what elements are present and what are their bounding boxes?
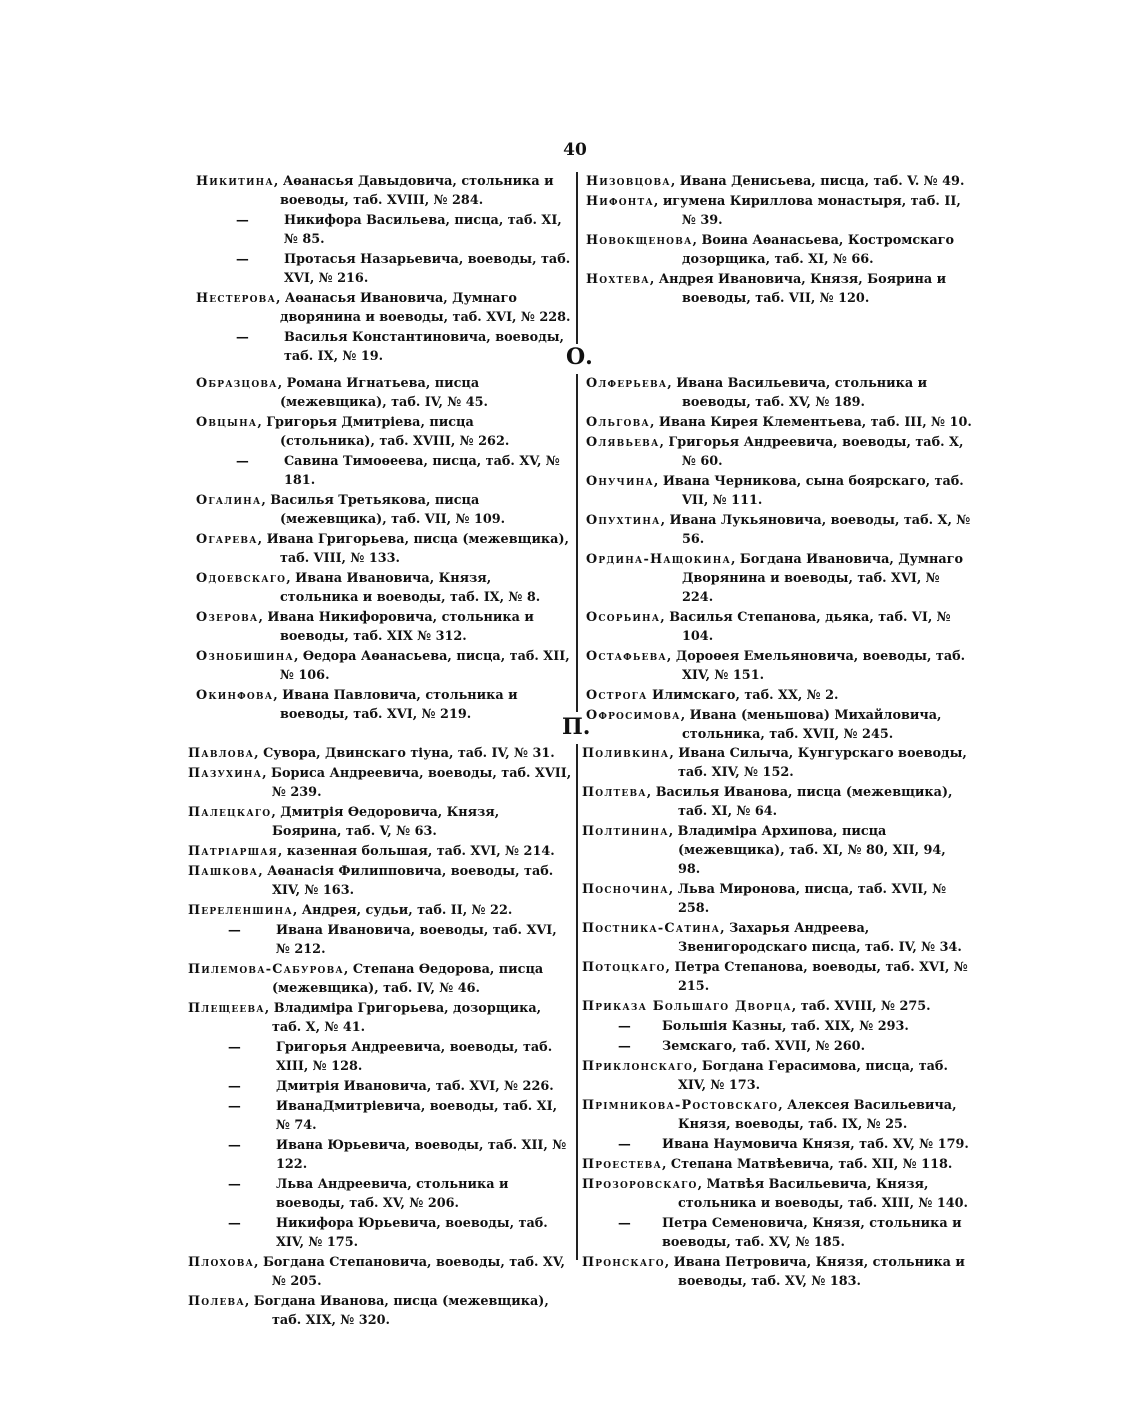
entry-surname: Окинфова xyxy=(196,688,274,703)
index-subentry xyxy=(188,1175,572,1213)
entry-details: , Василья Третьякова, писца (межевщика), таб. VII, № 109. xyxy=(261,493,506,527)
entry-details: , Петра Степанова, воеводы, таб. XVI, № 215. xyxy=(665,960,968,994)
subentry-details: Савина Тимоѳеева, писца, таб. XV, № 181. xyxy=(284,454,560,488)
entry-details: , Ивана Васильевича, стольника и воеводы, таб. XV, № 189. xyxy=(667,376,928,410)
index-entry xyxy=(188,764,572,802)
entry-details: , Ивана Ивановича, Князя, стольника и воеводы, таб. IX, № 8. xyxy=(280,571,541,605)
section-o-right-column xyxy=(586,374,972,745)
subentry-details: Земскаго, таб. XVII, № 260. xyxy=(662,1039,866,1054)
entry-surname: Потоцкаго xyxy=(582,960,666,975)
entry-surname: Плохова xyxy=(188,1255,255,1270)
entry-surname: Приказа Большаго Дворца xyxy=(582,999,792,1014)
entry-details: , Льва Миронова, писца, таб. XVII, № 258. xyxy=(668,882,947,916)
entry-surname: Офросимова xyxy=(586,708,681,723)
subentry-details: Никифора Юрьевича, воеводы, таб. XIV, № 175. xyxy=(276,1216,548,1250)
entry-details: , таб. XVIII, № 275. xyxy=(791,999,931,1014)
index-subentry xyxy=(582,1135,972,1154)
entry-surname: Онучина xyxy=(586,474,654,489)
ditto-dash: — xyxy=(236,213,249,228)
entry-surname: Огарева xyxy=(196,532,258,547)
entry-details: , Ивана Черникова, сына боярскаго, таб. VII, № 111. xyxy=(653,474,964,508)
index-entry xyxy=(188,744,572,763)
index-entry xyxy=(188,1253,572,1291)
index-entry xyxy=(586,550,972,607)
ditto-dash: — xyxy=(228,923,241,938)
index-entry xyxy=(586,231,972,269)
entry-details: , Владиміра Архипова, писца (межевщика), таб. XI, № 80, XII, 94, 98. xyxy=(668,824,946,877)
index-entry xyxy=(196,608,572,646)
section-n-left-column xyxy=(196,172,572,367)
index-subentry xyxy=(188,1097,572,1135)
index-entry xyxy=(586,608,972,646)
entry-details: , казенная большая, таб. XVI, № 214. xyxy=(277,844,555,859)
entry-surname: Образцова xyxy=(196,376,278,391)
entry-surname: Новокщенова xyxy=(586,233,693,248)
entry-details: , Григорья Дмитріева, писца (стольника), таб. XVIII, № 262. xyxy=(257,415,510,449)
subentry-details: Ивана Наумовича Князя, таб. XV, № 179. xyxy=(662,1137,969,1152)
entry-surname: Ознобишина xyxy=(196,649,294,664)
entry-surname: Посночина xyxy=(582,882,669,897)
index-entry xyxy=(586,374,972,412)
ditto-dash: — xyxy=(228,1099,241,1114)
entry-details: , Аѳанасья Ивановича, Думнаго дворянина и воеводы, таб. XVI, № 228. xyxy=(276,291,571,325)
entry-details: , Бориса Андреевича, воеводы, таб. XVII, № 239. xyxy=(262,766,572,800)
entry-surname: Прімникова-Ростовскаго xyxy=(582,1098,779,1113)
index-entry xyxy=(582,1057,972,1095)
index-subentry xyxy=(188,921,572,959)
index-entry xyxy=(586,511,972,549)
section-p-right-column xyxy=(582,744,972,1292)
entry-surname: Нохтева xyxy=(586,272,650,287)
entry-surname: Пилемова-Сабурова xyxy=(188,962,344,977)
entry-surname: Ордина-Нащокина xyxy=(586,552,731,567)
index-entry xyxy=(586,647,972,685)
entry-details: , Дмитрія Ѳедоровича, Князя, Боярина, таб. V, № 63. xyxy=(271,805,500,839)
ditto-dash: — xyxy=(236,252,249,267)
entry-surname: Постника-Сатина xyxy=(582,921,721,936)
entry-surname: Палецкаго xyxy=(188,805,272,820)
index-entry xyxy=(582,958,972,996)
entry-surname: Опухтина xyxy=(586,513,661,528)
section-o-left-column xyxy=(196,374,572,725)
index-entry xyxy=(188,901,572,920)
ditto-dash: — xyxy=(228,1079,241,1094)
entry-surname: Острога xyxy=(586,688,648,703)
entry-surname: Олферьева xyxy=(586,376,668,391)
entry-surname: Нестерова xyxy=(196,291,277,306)
entry-details: , Ивана Никифоровича, стольника и воеводы, таб. XIX № 312. xyxy=(258,610,534,644)
index-entry xyxy=(586,706,972,744)
entry-details: , Ивана Денисьева, писца, таб. V. № 49. xyxy=(670,174,965,189)
subentry-details: Протасья Назарьевича, воеводы, таб. XVI, № 216. xyxy=(284,252,571,286)
index-entry xyxy=(586,433,972,471)
ditto-dash: — xyxy=(618,1216,631,1231)
subentry-details: Василья Константиновича, воеводы, таб. IX, № 19. xyxy=(284,330,565,364)
index-entry xyxy=(582,919,972,957)
entry-details: , Захарья Андреева, Звенигородскаго писца, таб. IV, № 34. xyxy=(678,921,962,955)
subentry-details: Никифора Васильева, писца, таб. XI, № 85. xyxy=(284,213,562,247)
entry-details: , Сувора, Двинскаго тіуна, таб. IV, № 31. xyxy=(254,746,555,761)
index-entry xyxy=(586,172,972,191)
index-entry xyxy=(188,803,572,841)
index-entry xyxy=(196,289,572,327)
entry-surname: Озерова xyxy=(196,610,259,625)
entry-details: , Богдана Герасимова, писца, таб. XIV, № 173. xyxy=(678,1059,948,1093)
entry-details: , Василья Степанова, дьяка, таб. VI, № 104. xyxy=(660,610,951,644)
entry-surname: Одоевскаго xyxy=(196,571,287,586)
entry-details: , Ивана Павловича, стольника и воеводы, таб. XVI, № 219. xyxy=(273,688,518,722)
entry-details: , Степана Ѳедорова, писца (межевщика), таб. IV, № 46. xyxy=(272,962,544,996)
index-entry xyxy=(196,413,572,451)
index-subentry xyxy=(582,1017,972,1036)
index-entry xyxy=(582,783,972,821)
subentry-details: Григорья Андреевича, воеводы, таб. XIII, № 128. xyxy=(276,1040,553,1074)
section-letter-o: О. xyxy=(566,344,593,370)
index-entry xyxy=(586,413,972,432)
subentry-details: Ивана Юрьевича, воеводы, таб. XII, № 122. xyxy=(276,1138,567,1172)
index-entry xyxy=(582,744,972,782)
entry-details: , Богдана Степановича, воеводы, таб. XV, № 205. xyxy=(254,1255,565,1289)
entry-surname: Плещеева xyxy=(188,1001,265,1016)
entry-details: , Ивана Григорьева, писца (межевщика), таб. VIII, № 133. xyxy=(257,532,569,566)
entry-details: , игумена Кириллова монастыря, таб. II, № 39. xyxy=(653,194,961,228)
index-entry xyxy=(586,270,972,308)
index-subentry xyxy=(196,250,572,288)
subentry-details: Дмитрія Ивановича, таб. XVI, № 226. xyxy=(276,1079,554,1094)
subentry-details: Большія Казны, таб. XIX, № 293. xyxy=(662,1019,909,1034)
ditto-dash: — xyxy=(618,1137,631,1152)
index-entry xyxy=(586,686,972,705)
index-entry xyxy=(582,822,972,879)
index-entry xyxy=(188,960,572,998)
index-subentry xyxy=(196,452,572,490)
entry-surname: Переленшина xyxy=(188,903,293,918)
section-n-right-column xyxy=(586,172,972,309)
ditto-dash: — xyxy=(236,454,249,469)
entry-details: , Ивана Кирея Клементьева, таб. III, № 10. xyxy=(649,415,972,430)
subentry-details: Ивана Ивановича, воеводы, таб. XVI, № 212. xyxy=(276,923,557,957)
ditto-dash: — xyxy=(228,1040,241,1055)
index-entry xyxy=(188,999,572,1037)
entry-surname: Овцына xyxy=(196,415,258,430)
entry-details: , Аѳанасья Давыдовича, стольника и воеводы, таб. XVIII, № 284. xyxy=(273,174,554,208)
entry-details: , Богдана Иванова, писца (межевщика), таб. XIX, № 320. xyxy=(244,1294,549,1328)
index-entry xyxy=(196,569,572,607)
index-entry xyxy=(188,862,572,900)
index-entry xyxy=(188,842,572,861)
index-entry xyxy=(582,1155,972,1174)
index-subentry xyxy=(196,328,572,366)
entry-details: , Степана Матвѣевича, таб. XII, № 118. xyxy=(662,1157,953,1172)
entry-details: , Алексея Васильевича, Князя, воеводы, таб. IX, № 25. xyxy=(678,1098,957,1132)
entry-details: , Воина Аѳанасьева, Костромскаго дозорщика, таб. XI, № 66. xyxy=(682,233,955,267)
entry-surname: Прозоровскаго xyxy=(582,1177,698,1192)
entry-details: , Аѳанасія Филипповича, воеводы, таб. XIV, № 163. xyxy=(258,864,554,898)
index-subentry xyxy=(582,1037,972,1056)
subentry-details: ИванаДмитріевича, воеводы, таб. XI, № 74. xyxy=(276,1099,558,1133)
entry-details: , Владиміра Григорьева, дозорщика, таб. X, № 41. xyxy=(264,1001,542,1035)
entry-surname: Огалина xyxy=(196,493,262,508)
entry-surname: Патріаршая xyxy=(188,844,278,859)
entry-surname: Полтинина xyxy=(582,824,669,839)
index-subentry xyxy=(188,1038,572,1076)
entry-details: , Ѳедора Аѳанасьева, писца, таб. XII, № 106. xyxy=(280,649,570,683)
subentry-details: Петра Семеновича, Князя, стольника и воеводы, таб. XV, № 185. xyxy=(662,1216,962,1250)
index-entry xyxy=(582,1096,972,1134)
entry-details: , Василья Иванова, писца (межевщика), таб. XI, № 64. xyxy=(646,785,953,819)
index-subentry xyxy=(196,211,572,249)
column-divider xyxy=(576,374,578,712)
entry-surname: Пронскаго xyxy=(582,1255,665,1270)
entry-surname: Полева xyxy=(188,1294,245,1309)
section-p-left-column xyxy=(188,744,572,1331)
subentry-details: Льва Андреевича, стольника и воеводы, таб. XV, № 206. xyxy=(276,1177,509,1211)
entry-details: , Романа Игнатьева, писца (межевщика), таб. IV, № 45. xyxy=(277,376,488,410)
entry-surname: Олявьева xyxy=(586,435,660,450)
entry-surname: Никитина xyxy=(196,174,274,189)
index-subentry xyxy=(188,1077,572,1096)
entry-details: Илимскаго, таб. XX, № 2. xyxy=(647,688,839,703)
index-entry xyxy=(196,647,572,685)
column-divider xyxy=(576,172,578,344)
entry-surname: Поливкина xyxy=(582,746,670,761)
page-number: 40 xyxy=(563,140,587,160)
entry-details: , Ивана Петровича, Князя, стольника и воеводы, таб. XV, № 183. xyxy=(664,1255,965,1289)
entry-surname: Низовцова xyxy=(586,174,671,189)
entry-surname: Приклонскаго xyxy=(582,1059,693,1074)
index-entry xyxy=(586,472,972,510)
entry-details: , Андрея Ивановича, Князя, Боярина и воеводы, таб. VII, № 120. xyxy=(649,272,947,306)
index-entry xyxy=(196,374,572,412)
entry-details: , Ивана Лукьяновича, воеводы, таб. X, № 56. xyxy=(660,513,971,547)
entry-details: , Богдана Ивановича, Думнаго Дворянина и воеводы, таб. XVI, № 224. xyxy=(682,552,964,605)
ditto-dash: — xyxy=(618,1039,631,1054)
entry-details: , Матвѣя Васильевича, Князя, стольника и воеводы, таб. XIII, № 140. xyxy=(678,1177,969,1211)
entry-surname: Пазухина xyxy=(188,766,263,781)
entry-surname: Осорьина xyxy=(586,610,661,625)
index-subentry xyxy=(188,1136,572,1174)
ditto-dash: — xyxy=(228,1177,241,1192)
ditto-dash: — xyxy=(236,330,249,345)
column-divider xyxy=(576,744,578,1260)
index-entry xyxy=(586,192,972,230)
entry-details: , Андрея, судьи, таб. II, № 22. xyxy=(292,903,513,918)
entry-surname: Пашкова xyxy=(188,864,259,879)
entry-details: , Ивана (меньшова) Михайловича, стольника, таб. XVII, № 245. xyxy=(680,708,942,742)
entry-surname: Проестева xyxy=(582,1157,663,1172)
index-entry xyxy=(582,1175,972,1213)
index-subentry xyxy=(582,1214,972,1252)
index-entry xyxy=(582,1253,972,1291)
index-entry xyxy=(196,686,572,724)
entry-details: , Григорья Андреевича, воеводы, таб. X, № 60. xyxy=(659,435,964,469)
entry-surname: Полтева xyxy=(582,785,647,800)
entry-surname: Остафьева xyxy=(586,649,667,664)
entry-surname: Ольгова xyxy=(586,415,650,430)
index-subentry xyxy=(188,1214,572,1252)
entry-surname: Нифонта xyxy=(586,194,654,209)
index-entry xyxy=(196,172,572,210)
index-entry xyxy=(196,530,572,568)
section-letter-p: П. xyxy=(562,714,591,740)
index-entry xyxy=(188,1292,572,1330)
index-entry xyxy=(582,880,972,918)
index-entry xyxy=(582,997,972,1016)
ditto-dash: — xyxy=(618,1019,631,1034)
entry-details: , Дороѳея Емельяновича, воеводы, таб. XIV, № 151. xyxy=(666,649,966,683)
entry-surname: Павлова xyxy=(188,746,255,761)
ditto-dash: — xyxy=(228,1138,241,1153)
ditto-dash: — xyxy=(228,1216,241,1231)
index-entry xyxy=(196,491,572,529)
entry-details: , Ивана Силыча, Кунгурскаго воеводы, таб. XIV, № 152. xyxy=(669,746,967,780)
